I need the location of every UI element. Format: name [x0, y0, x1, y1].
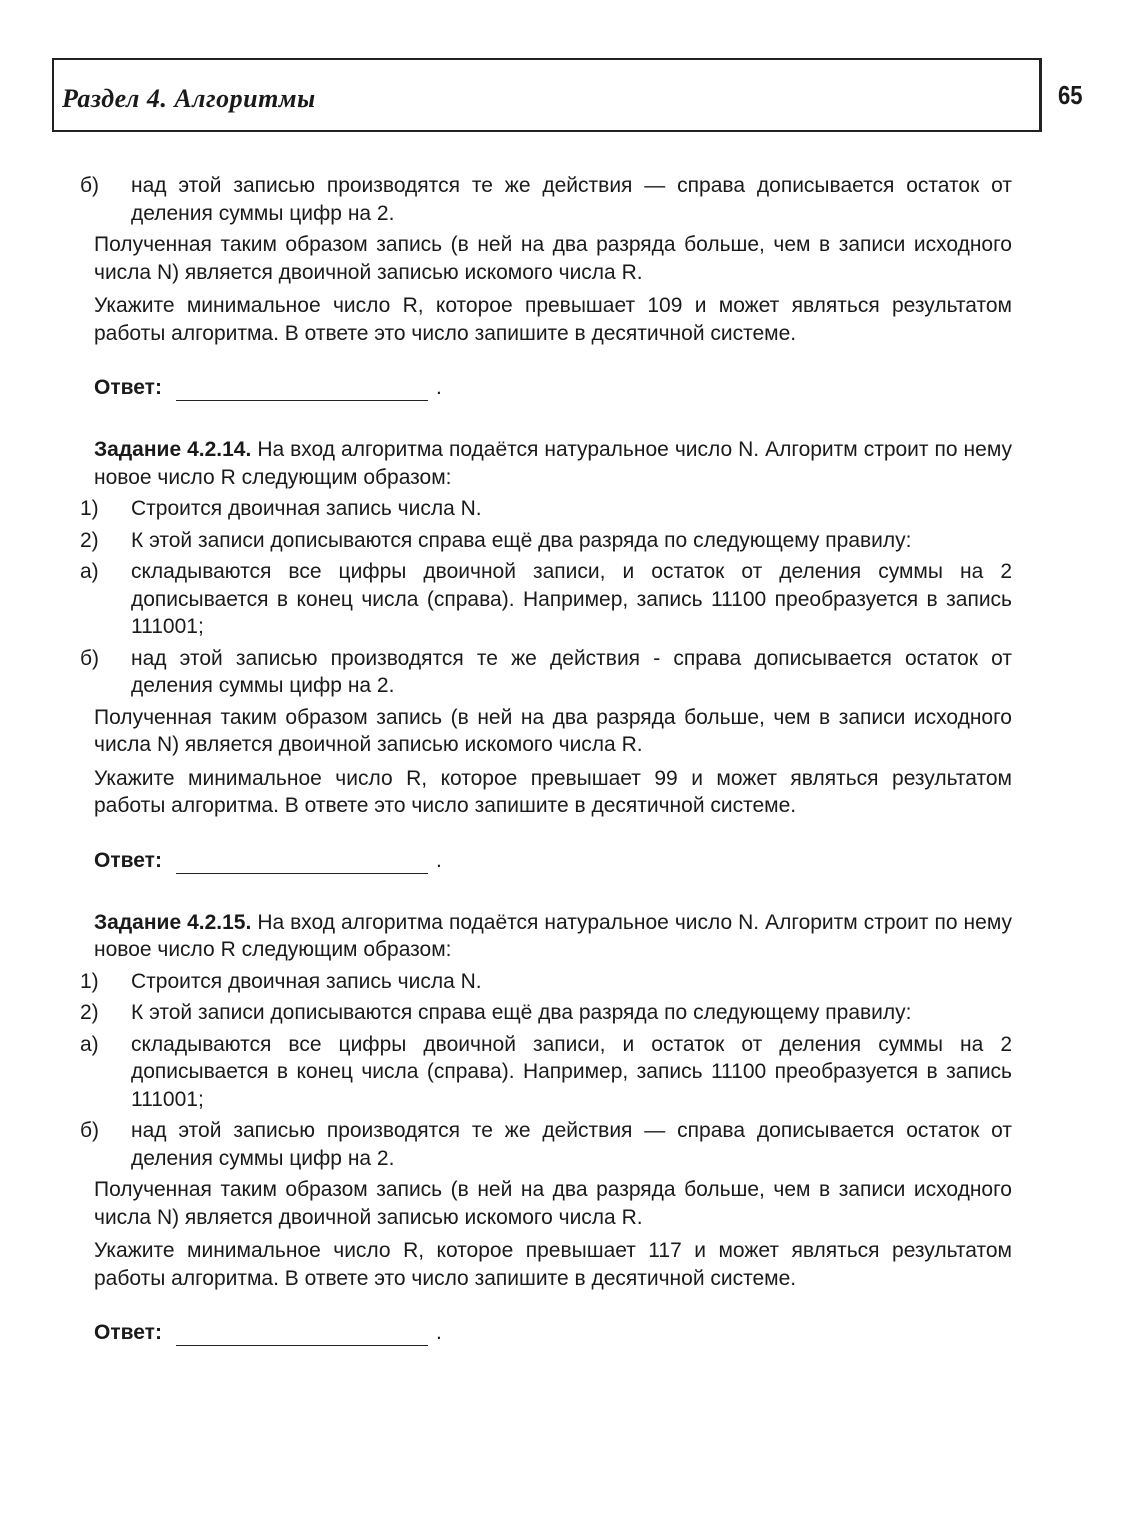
task-15-question: Укажите минимальное число R, которое превышает 117 и может являться результатом работы алгоритма. В ответе это число запишите в десятичной системе. — [94, 1239, 1012, 1290]
task-14-question: Укажите минимальное число R, которое превышает 99 и может являться результатом работы алгоритма. В ответе это число запишите в десятичной системе. — [94, 766, 1012, 817]
answer-line-1: Ответ: . — [94, 376, 442, 399]
task-14-intro: Задание 4.2.14. На вход алгоритма подаётся натуральное число N. Алгоритм строит по нему новое число R следующим образом: — [94, 438, 1012, 489]
answer-field[interactable] — [176, 380, 428, 401]
top-item-b — [80, 172, 1012, 227]
task-15-step-2: 2) К этой записи дописываются справа ещё два разряда по следующему правилу: — [80, 1001, 912, 1024]
task-14-title: Задание 4.2.14. — [94, 438, 252, 461]
top-received-paragraph: Полученная таким образом запись (в ней на два разряда больше, чем в записи исходного числа N) является двоичной записью искомого числа R. — [94, 233, 1012, 284]
task-14-item-b: б) над этой записью производятся те же действия - справа дописывается остаток от деления суммы цифр на 2. — [80, 646, 1012, 697]
task-14-step-1: 1) Строится двоичная запись числа N. — [80, 497, 482, 520]
answer-field[interactable] — [176, 853, 428, 874]
task-15-received: Полученная таким образом запись (в ней на два разряда больше, чем в записи исходного числа N) является двоичной записью искомого числа R. — [94, 1178, 1012, 1229]
task-15-item-a: а) складываются все цифры двоичной записи, и остаток от деления суммы на 2 дописывается в конец числа (справа). Например, запись 11100 преобразуется в запись 111001; — [80, 1032, 1012, 1111]
task-14-item-a: а) складываются все цифры двоичной записи, и остаток от деления суммы на 2 дописывается в конец числа (справа). Например, запись 11100 преобразуется в запись 111001; — [80, 560, 1012, 638]
task-15-step-1: 1) Строится двоичная запись числа N. — [80, 969, 482, 993]
top-question-paragraph: Укажите минимальное число R, которое превышает 109 и может являться результатом работы алгоритма. В ответе это число запишите в десятичной системе. — [94, 294, 1012, 345]
task-14-received: Полученная таким образом запись (в ней на два разряда больше, чем в записи исходного числа N) является двоичной записью искомого числа R. — [94, 705, 1012, 756]
list-item-text: над этой записью производятся те же действия — справа дописывается остаток от деления суммы цифр на 2. — [131, 174, 1012, 225]
page-content — [66, 172, 1012, 1346]
answer-label: Ответ: — [94, 1321, 162, 1344]
answer-field[interactable] — [176, 1325, 428, 1346]
task-15-title: Задание 4.2.15. — [94, 910, 252, 934]
list-marker: б) — [80, 174, 100, 197]
answer-label: Ответ: — [94, 376, 162, 399]
section-title: Раздел 4. Алгоритмы — [62, 84, 316, 113]
answer-label: Ответ: — [94, 848, 162, 872]
answer-line-2: Ответ: . — [94, 848, 442, 872]
page-number: 65 — [1058, 80, 1083, 110]
task-15-intro: Задание 4.2.15. На вход алгоритма подаётся натуральное число N. Алгоритм строит по нему новое число R следующим образом: — [94, 910, 1012, 961]
task-14-step-2: 2) К этой записи дописываются справа ещё два разряда по следующему правилу: — [80, 528, 912, 552]
task-15-item-b: б) над этой записью производятся те же действия — справа дописывается остаток от деления суммы цифр на 2. — [80, 1119, 1012, 1170]
answer-line-3: Ответ: . — [94, 1321, 442, 1344]
